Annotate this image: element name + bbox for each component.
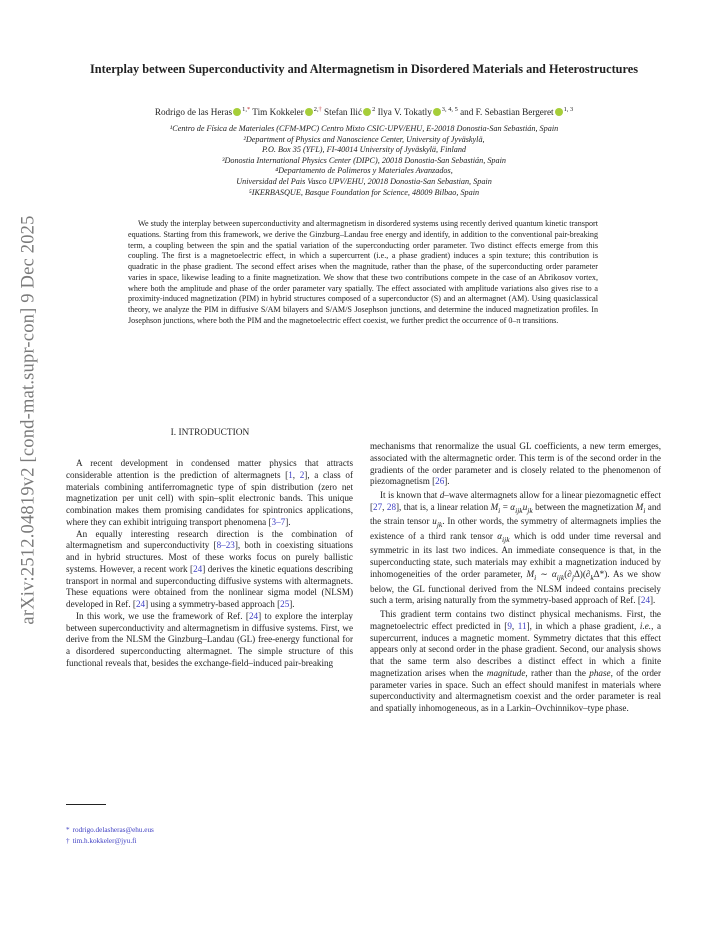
citation-link[interactable]: 24 xyxy=(193,563,203,574)
arxiv-identifier: arXiv:2512.04819v2 [cond-mat.supr-con] 9 Dec 2025 xyxy=(18,215,39,625)
citation-link[interactable]: 26 xyxy=(435,476,445,487)
citation-link[interactable]: 8–23 xyxy=(216,540,235,551)
section-heading-introduction: I. INTRODUCTION xyxy=(170,428,250,438)
footnote-email-2[interactable]: † tim.h.kokkeler@jyu.fi xyxy=(66,837,137,845)
author-list xyxy=(40,106,688,118)
author-name: Stefan Ilić xyxy=(324,107,363,117)
affiliation-line: Universidad del Pais Vasco UPV/EHU, 20018 Donostia-San Sebastian, Spain xyxy=(236,176,492,186)
author-affiliation-marker: 2, xyxy=(313,105,319,113)
author-affiliation-marker: 1, 3 xyxy=(563,105,574,113)
citation-link[interactable]: 11 xyxy=(517,620,527,631)
author-separator: and xyxy=(457,107,476,117)
affiliations xyxy=(40,124,688,198)
paragraph: A recent development in condensed matter physics that attracts considerable attention is the prediction of altermagnets [1, 2], a class of materials combining antiferromagnetic type of spin distribution (zero net magnetization per unit cell) with spin–split electronic bands. This unique combination makes them promising candidates for spintronics applications, where they can exhibit intriguing transport phenomena [3–7]. xyxy=(66,458,353,527)
affiliation-line: ⁴Departamento de Polimeros y Materiales Avanzados, xyxy=(275,166,453,176)
corresponding-author-marker[interactable]: † xyxy=(318,105,322,113)
orcid-icon[interactable] xyxy=(363,108,371,116)
citation-link[interactable]: 3–7 xyxy=(271,516,286,527)
author-affiliation-marker: 3, 4, 5 xyxy=(441,105,458,113)
citation-link[interactable]: 9 xyxy=(507,620,512,631)
citation-link[interactable]: 25 xyxy=(280,599,290,609)
citation-link[interactable]: 27 xyxy=(373,501,383,512)
footnote-divider xyxy=(66,804,106,805)
author-name: Ilya V. Tokatly xyxy=(377,107,432,117)
abstract: We study the interplay between superconductivity and altermagnetism in disordered systems using recently derived quantum kinetic transport equations. Starting from this framework, we derive the Ginzburg–Landau free energy and identify, in addition to the conventional pair-breaking term, a coupling between the spin and the spatial variation of the superconducting order parameter. Two distinct effects emerge from this coupling. The first is a magnetoelectric effect, in which a supercurrent (i.e., a phase gradient) induces a spin texture; this contribution is quadratic in the phase gradient. The second effect arises when the magnitude, rather than the phase, of the superconducting order parameter varies in space, likewise leading to a finite magnetization. We show that these two contributions compete in the case of an Abrikosov vortex, where both the amplitude and phase of the order parameter vary spatially. The effect associated with amplitude variations also gives rise to a proximity-induced magnetization (PIM) in hybrid structures composed of a superconductor (S) and an altermagnet (AM). Using quasiclassical theory, we analyze the PIM in diffusive S/AM bilayers and S/AM/S Josephson junctions, and determine the induced magnetization profiles. In Josephson junctions, where both the PIM and the magnetoelectric effect coexist, we further predict the occurrence of 0–π transitions. xyxy=(128,219,598,325)
orcid-icon[interactable] xyxy=(433,108,441,116)
footnote-email-1[interactable]: * rodrigo.delasheras@ehu.eus xyxy=(66,826,154,834)
paragraph: mechanisms that renormalize the usual GL coefficients, a new term emerges, associated with the altermagnetic order. This term is of the second order in the gradients of the order parameter and is closely related to the phenomenon of piezomagnetism [26]. xyxy=(370,441,661,487)
citation-link[interactable]: 2 xyxy=(299,469,305,480)
citation-link[interactable]: 24 xyxy=(135,599,146,609)
author-affiliation-marker: 1, xyxy=(242,105,247,113)
affiliation-line: P.O. Box 35 (YFL), FI-40014 University of Jyväskylä, Finland xyxy=(261,145,467,155)
author-name: Rodrigo de las Heras xyxy=(154,107,233,117)
affiliation-line: ³Donostia International Physics Center (DIPC), 20018 Donostia-San Sebastián, Spain xyxy=(222,155,506,165)
paragraph: An equally interesting research direction is the combination of altermagnetism and superconductivity [8–23], both in coexisting situations and in hybrid structures. Most of these works focus on purely ballistic systems. However, a recent work [24] derives the kinetic equations describing transport in normal and superconducting diffusive systems with altermagnets. These equations were obtained from the nonlinear sigma model (NLSM) developed in Ref. [24] using a symmetry-based approach [25]. xyxy=(66,528,353,609)
paper-title: Interplay between Superconductivity and Altermagnetism in Disordered Materials and Heterostructures xyxy=(90,62,638,76)
paragraph: This gradient term contains two distinct physical mechanisms. First, the magnetoelectric effect predicted in [9, 11], in which a phase gradient, i.e., a supercurrent, induces a magnetic moment. Symmetry dictates that this effect appears only at second order in the phase gradient. Second, our analysis shows that the same term also describes a distinct effect in which a finite magnetization arises when the magnitude, rather than the phase, of the order parameter varies in space. Such an effect should manifest in materials where superconductivity and altermagnetism coexist and the order parameter is real and spatially inhomogeneous, as in a Larkin–Ovchinnikov–type phase. xyxy=(370,609,661,714)
citation-link[interactable]: 24 xyxy=(640,595,650,606)
author-name: Tim Kokkeler xyxy=(252,107,304,117)
affiliation-line: ²Department of Physics and Nanoscience Center, University of Jyväskylä, xyxy=(243,134,485,144)
author-affiliation-marker: 2 xyxy=(372,105,376,113)
citation-link[interactable]: 28 xyxy=(386,501,396,512)
citation-link[interactable]: 24 xyxy=(248,610,259,621)
citation-link[interactable]: 1 xyxy=(288,469,293,480)
body-column-left xyxy=(66,458,353,670)
author-name: F. Sebastian Bergeret xyxy=(475,107,554,117)
affiliation-line: ¹Centro de Física de Materiales (CFM-MPC) Centro Mixto CSIC-UPV/EHU, E-20018 Donostia-San Sebastián, Spain xyxy=(169,124,559,133)
orcid-icon[interactable] xyxy=(305,108,313,116)
body-column-right xyxy=(370,441,661,715)
corresponding-author-marker[interactable]: * xyxy=(246,105,251,113)
paragraph: In this work, we use the framework of Ref. [24] to explore the interplay between superconductivity and altermagnetism in diffusive systems. First, we derive from the NLSM the Ginzburg–Landau (GL) free-energy functional for a disordered superconducting altermagnet. The simple structure of this functional reveals that, besides the exchange-field–induced pair-breaking xyxy=(66,610,353,668)
affiliation-line: ⁵IKERBASQUE, Basque Foundation for Science, 48009 Bilbao, Spain xyxy=(248,187,480,197)
paragraph: It is known that d–wave altermagnets allow for a linear piezomagnetic effect [27, 28], that is, a linear relation $M_i = \alpha_{ijk}u_{jk}$ between the magnetization $M_i$ and the strain tensor $u_{jk}$. In other words, the symmetry of altermagnets implies the existence of a third rank tensor $\alpha_{ijk}$ which is odd under time reversal and symmetric in its last two indices. An immediate consequence is that, in the superconducting state, such materials may exhibit a magnetization induced by inhomogeneities of the order parameter, $M_i$ ∼ $\alpha_{ijk}(\partial_j\Delta)(\partial_k\Delta*)$. As we show below, the GL functional derived from the NLSM indeed contains precisely such a term, arising naturally from the symmetry-based approach of Ref. [24]. xyxy=(370,490,661,606)
orcid-icon[interactable] xyxy=(233,108,241,116)
orcid-icon[interactable] xyxy=(555,108,563,116)
